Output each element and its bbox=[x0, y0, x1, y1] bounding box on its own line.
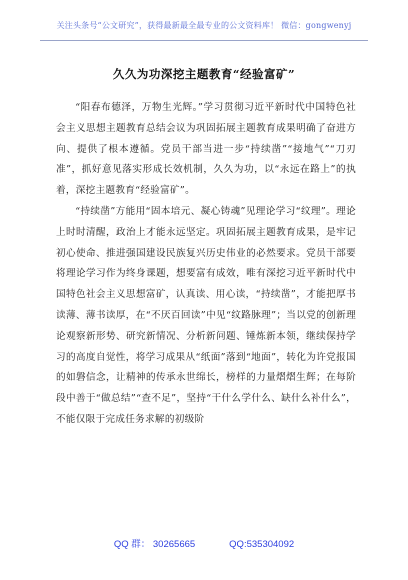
footer-qq-group: QQ 群： 30265665 bbox=[113, 539, 196, 550]
footer-qq-number: QQ:535304092 bbox=[229, 539, 295, 550]
document-body bbox=[56, 98, 356, 431]
header-divider bbox=[40, 40, 368, 41]
footer-contact bbox=[0, 536, 408, 550]
header-promo-text: 关注头条号“公文研究”，获得最新最全最专业的公文资料库！ 微信：gongwenyj bbox=[56, 21, 352, 30]
body-paragraph-2: “持续凿”方能用“固本培元、凝心铸魂”见理论学习“纹理”。理论上时时清醒，政治上才能永远坚定。巩固拓展主题教育成果，是牢记初心使命、推进强国建设民族复兴历史伟业的必然要求。党员干部要将理论学习作为终身课题，想要富有成效，唯有深挖习近平新时代中国特色社会主义思想富矿，认真读、用心读，“持续凿”，才能把厚书读薄、薄书读厚，在“不厌百回读”中见“纹路脉理”；当以党的创新理论观察新形势、研究新情况、分析新问题、锤炼新本领，继续保持学习的高度自觉性，将学习成果从“纸面”落到“地面”，转化为许党报国的如磐信念，让精神的传承永世绵长，榜样的力量熠熠生辉；在每阶段中善于“做总结”“查不足”，坚持“干什么学什么、缺什么补什么”，不能仅限于完成任务求解的初级阶 bbox=[56, 205, 356, 425]
document-title: 久久为功深挖主题教育“经验富矿” bbox=[112, 67, 296, 81]
body-paragraph-1: “阳春布德泽，万物生光辉。”学习贯彻习近平新时代中国特色社会主义思想主题教育总结会议为巩固拓展主题教育成果明确了奋进方向、提供了根本遵循。党员干部当进一步“持续凿”“接地气”“刀刃准”，抓好意见落实形成长效机制，久久为功，以“永远在路上”的执着，深挖主题教育“经验富矿”。 bbox=[56, 102, 356, 197]
